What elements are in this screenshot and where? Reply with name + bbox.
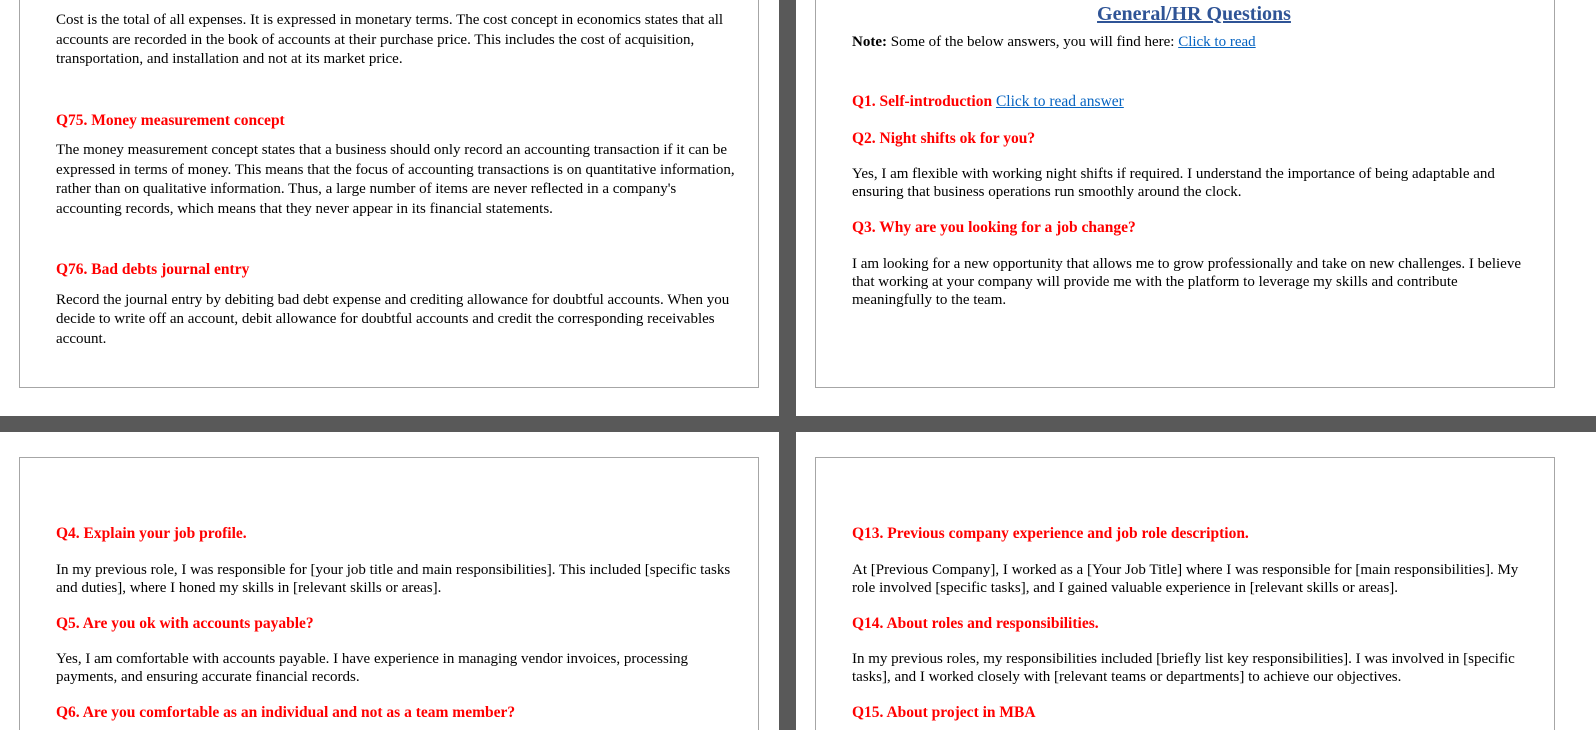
q14-answer: In my previous roles, my responsibilities included [briefly list key responsibilities]. I was involved in [specific tasks], and I worked closely with [relevant teams or departments] to achieve our objectives.	[852, 651, 1515, 685]
q6-heading: Q6. Are you comfortable as an individual and not as a team member?	[56, 704, 516, 721]
q1-answer-link[interactable]: Click to read answer	[995, 93, 1124, 110]
q1-heading	[852, 92, 1536, 112]
q1-title: Q1. Self-introduction	[852, 93, 993, 110]
q2-heading: Q2. Night shifts ok for you?	[852, 129, 1036, 147]
q2-answer: Yes, I am flexible with working night shifts if required. I understand the importance of being adaptable and ensuring that business operations run smoothly around the clock.	[852, 166, 1495, 200]
q4-answer: In my previous role, I was responsible for [your job title and main responsibilities]. This included [specific tasks and duties], where I honed my skills in [relevant skills or areas].	[56, 561, 731, 596]
note-line	[852, 33, 1536, 53]
cost-concept-text: Cost is the total of all expenses. It is expressed in monetary terms. The cost concept in economics states that all accounts are recorded in the book of accounts at their purchase price. This includes the cost of acquisition, transportation, and installation and not at its market price.	[56, 12, 724, 67]
q14-heading: Q14. About roles and responsibilities.	[852, 614, 1099, 632]
page-content	[852, 5, 1536, 309]
q13-heading: Q13. Previous company experience and job role description.	[852, 525, 1249, 542]
page-bottom-left	[0, 432, 779, 730]
page-content	[56, 11, 740, 349]
page-top-left	[0, 0, 779, 416]
q13-answer: At [Previous Company], I worked as a [Your Job Title] where I was responsible for [main responsibilities]. My role involved [specific tasks], and I gained valuable experience in [relevant skills or areas].	[852, 561, 1519, 596]
q15-heading: Q15. About project in MBA	[852, 704, 1036, 721]
note-text: Some of the below answers, you will find here:	[886, 33, 1179, 50]
section-title: General/HR Questions	[1097, 3, 1291, 25]
page-bottom-right	[796, 432, 1596, 730]
q5-answer: Yes, I am comfortable with accounts payable. I have experience in managing vendor invoices, processing payments, and ensuring accurate financial records.	[56, 651, 689, 685]
q3-heading: Q3. Why are you looking for a job change?	[852, 219, 1136, 236]
q75-answer: The money measurement concept states that a business should only record an accounting transaction if it can be expressed in terms of money. This means that the focus of accounting transactions is on quantitative information, rather than on qualitative information. Thus, a large number of items are never reflected in a company's accounting records, which means that they never appear in its financial statements.	[56, 142, 735, 217]
q75-heading: Q75. Money measurement concept	[56, 111, 285, 129]
page-content	[852, 524, 1536, 723]
q4-heading: Q4. Explain your job profile.	[56, 525, 247, 542]
q76-answer: Record the journal entry by debiting bad debt expense and crediting allowance for doubtful accounts. When you decide to write off an account, debit allowance for doubtful accounts and credit the corresponding receivables account.	[56, 291, 730, 347]
note-label: Note:	[852, 33, 887, 50]
q5-heading: Q5. Are you ok with accounts payable?	[56, 614, 314, 632]
page-top-right	[796, 0, 1596, 416]
q76-heading: Q76. Bad debts journal entry	[56, 261, 250, 278]
q3-answer: I am looking for a new opportunity that allows me to grow professionally and take on new challenges. I believe that working at your company will provide me with the platform to leverage my skills and contribute meaningfully to the team.	[852, 255, 1521, 308]
page-content	[56, 524, 740, 723]
note-link[interactable]: Click to read	[1178, 33, 1256, 50]
